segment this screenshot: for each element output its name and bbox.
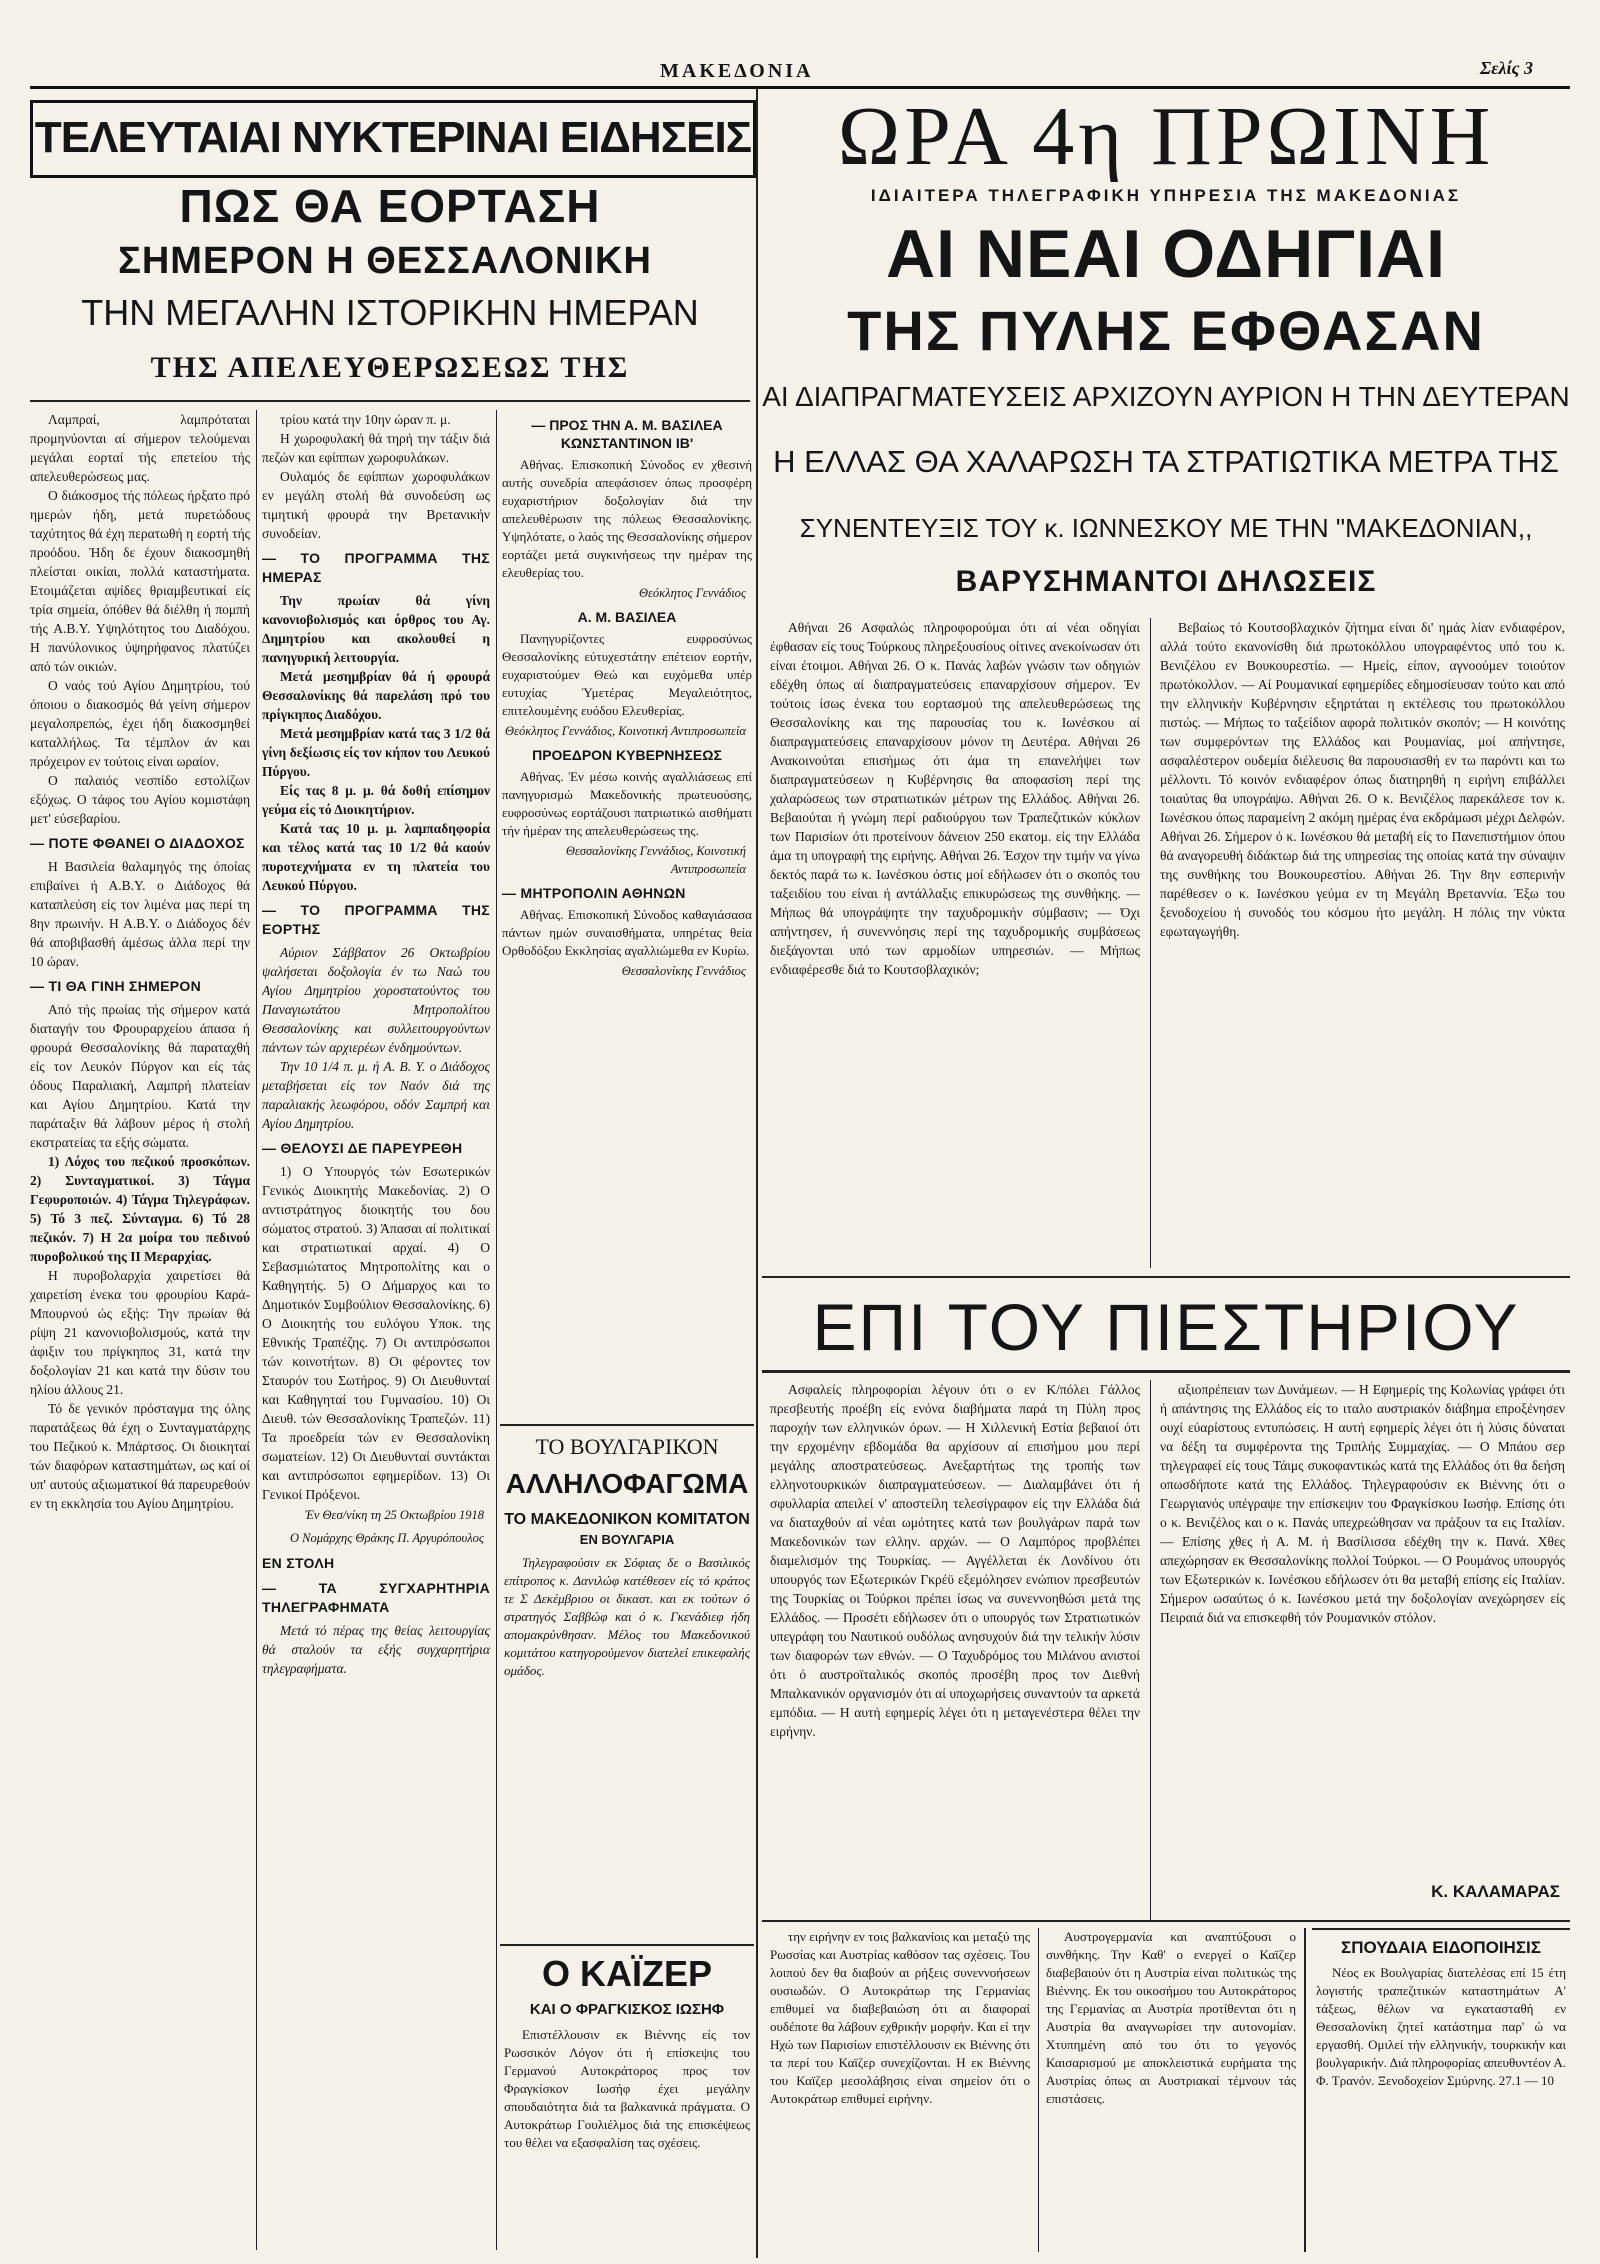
article-paragraph: Από τής πρωίας τής σήμερον κατά διαταγήν του Φρουραρχείου άπασα ή φρουρά Θεσσαλονίκης θά παραταχθή είς τον Λευκόν Πύργον και είς τάς όδους Παραλιακή, Λαμπρή πλατείαν και Αγίου Δημητρίου. Κατά την παράταξιν θά λάβουν μέρος ή στολή εκστρατείας τα εξής σώματα. — [30, 1002, 250, 1150]
press-col-b — [1160, 1380, 1565, 1880]
kaiser-headline-1: Ο ΚΑΪΖΕΡ — [541, 1953, 712, 1994]
left-col-1 — [30, 410, 250, 2250]
middle-col-telegrams — [502, 410, 752, 1420]
right-headline-6: ΒΑΡΥΣΗΜΑΝΤΟΙ ΔΗΛΩΣΕΙΣ — [955, 565, 1377, 598]
notice-text: Νέος εκ Βουλγαρίας διατελέσας επί 15 έτη λογιστής τραπεζιτικών καταστημάτων Α' τάξεως, θέλων να εγκατασταθή εν Θεσσαλονίκη ζητεί κατάστημα παρ' ώ να εργασθή. Ομιλεί τήν ελληνικήν, τουρκικήν και βουλγαρικήν. Διά πληροφορίας απευθυντέον Α. Φ. Τρανόν. Ξενοδοχείον Σμύρνης. 27.1 — 10 — [1316, 1965, 1566, 2088]
article-paragraph: Κατά τας 10 μ. μ. λαμπαδηφορία και τέλος κατά τας 10 1/2 θά καούν πυροτεχνήματα εν τη πλατεία του Λευκού Πύργου. — [262, 821, 490, 893]
article-paragraph: Μετά μεσημβρίαν θά ή φρουρά Θεσσαλονίκης θά παρελάση πρό του πρίγκηπος Διαδόχου. — [262, 669, 490, 722]
left-headline-4: ΤΗΣ ΑΠΕΛΕΥΘΕΡΩΣΕΩΣ ΤΗΣ — [150, 351, 630, 384]
section-subhead: — ΤΟ ΠΡΟΓΡΑΜΜΑ ΤΗΣ ΕΟΡΤΗΣ — [262, 902, 490, 937]
article-paragraph: Τό δε γενικόν πρόσταγμα της όλης παρατάξεως θά έχη ο Συνταγματάρχης του Πεζικού κ. Μπάρτσος. Οι διοικηταί τών διαφόρων καταστημάτων, ως καί οί υπ' αυτούς αξιωματικοί θά παρευρεθούν εν τη εκκλησία του Αγίου Δημητρίου. — [30, 1401, 250, 1511]
bulgarian-article — [504, 1554, 750, 1940]
column-divider — [1038, 1928, 1039, 2252]
right-col-b — [1160, 618, 1565, 1268]
right-headline-5: ΣΥΝΕΝΤΕΥΞΙΣ ΤΟΥ κ. ΙΩΝΝΕΣΚΟΥ ΜΕ ΤΗΝ "ΜΑΚΕΔΟΝΙΑΝ,, — [799, 513, 1533, 543]
article-paragraph: Μετά τό πέρας της θείας λειτουργίας θά σταλούν τα εξής συγχαρητήρια τηλεγραφήματα. — [262, 1623, 490, 1676]
top-rule — [30, 86, 1570, 89]
article-paragraph: την ειρήνην εν τοις βαλκανίοις και μεταξύ της Ρωσσίας και Αυστρίας καθόσον τας σχέσεις. Του λοιπού δεν θα διαβούν αι ρήξεις συνεννοήσεων ουσιωδών. Ο Αυτοκράτωρ της Γερμανίας επιθυμεί να διαβεβαιώση ότι αι διαφοραί ουδέποτε θα λάβουν εχθρικήν μορφήν. Και εί την Ηχώ των Παρισίων επιστέλλουσιν εκ Βιέννης ότι τα περί του Καϊζερ συνεχίζονται. Η εκ Βιέννης του Καϊζερ μεσολάβησις είναι σημείον ότι ο Αυτοκράτωρ επιθυμεί ειρήνην. — [770, 1929, 1030, 2106]
signature: Θεόκλητος Γεννάδιος — [638, 586, 746, 600]
bottom-col-b — [1046, 1928, 1296, 2252]
right-headline-3: ΑΙ ΔΙΑΠΡΑΓΜΑΤΕΥΣΕΙΣ ΑΡΧΙΖΟΥΝ ΑΥΡΙΟΝ Η ΤΗΝ ΔΕΥΤΕΡΑΝ — [762, 381, 1570, 412]
right-col-a — [770, 618, 1140, 1268]
left-head-rule — [30, 400, 750, 402]
section-subhead: — ΤΑ ΣΥΓΧΑΡΗΤΗΡΙΑ ΤΗΛΕΓΡΑΦΗΜΑΤΑ — [262, 1580, 490, 1615]
article-paragraph: Ο διάκοσμος τής πόλεως ήρξατο πρό ημερών ήδη, μετά πυρετώδους ταχύτητος θά έχη περατωθή η εορτή τής προόδου. Ήδη δε έχουν διακοσμηθή πλείσται οικίαι, πολλά καταστήματα. Ετοιμάζεται αψίδες θριαμβευτικαί είς τρία σημεία, όπόθεν θά διέλθη ή πομπή τής Α.Β.Υ. Υψηλότητος του Διαδόχου. Η πανύλονικος ύψηρήφανος πλατύζει από τών οικιών. — [30, 488, 250, 674]
signature: Θεόκλητος Γεννάδιος, Κοινοτική Αντιπροσωπεία — [505, 724, 746, 738]
article-paragraph: Η χωροφυλακή θά τηρή την τάξιν διά πεζών και εφίππων χωροφυλάκων. — [262, 431, 490, 465]
bulgarian-headline-4: ΕΝ ΒΟΥΛΓΑΡΙΑ — [579, 1532, 675, 1547]
article-paragraph: Τηλεγραφούσιν εκ Σόφιας δε ο Βασιλικός επίτροπος κ. Δανιλώφ κατέθεσεν είς τό κράτος τε Σ Δεκέμβριου οι δικαστ. και εκ τούτων ό στρατηγός Σαββώφ και ό κ. Γκενάδιεφ ήδη απομακρύνθησαν. Μέλος του Μακεδονικού κομιτάτου κατηγορούμενον διατελεί επικεφαλής ομάδος. — [504, 1555, 750, 1678]
column-divider — [1150, 1380, 1151, 1920]
right-headline-4: Η ΕΛΛΑΣ ΘΑ ΧΑΛΑΡΩΣΗ ΤΑ ΣΤΡΑΤΙΩΤΙΚΑ ΜΕΤΡΑ ΤΗΣ — [773, 444, 1559, 479]
article-paragraph: Βεβαίως τό Κουτσοβλαχικόν ζήτημα είναι δι' ημάς λίαν ενδιαφέρον, αλλά τούτο εκανονίσθη διά πρωτοκόλλου υπογραφέντος υπό του κ. Βενιζέλου εν Βουκουρεστίω. — Ημείς, είπον, αγνοούμεν τοιούτον πρωτόκολλον. — Αί Ρουμανικαί εφημερίδες εδημοσίευσαν τούτο και από την ελληνικήν Κυβέρνησιν εξηρτάται η εκτέλεσις του πρωτοκόλλου πιστώς. — Μήπως το ταξείδιον αφορά πολιτικόν σκοπόν; — Η κοινότης των συμφερόντων της Ελλάδος και Ρουμανίας, μοί απήντησε, ασφαλέστερον ουδεμία διέλευσις θα παρουσιασθή εν τω παρόντι και τω μέλλοντι. Τό κοινόν ενδιαφέρον όπως διατηρηθή η ειρήνη επιβάλλει τοιαύτας θα υπογράψω. Αθήναι 26. Ο κ. Βενιζέλος παρεκάλεσε τον κ. Ιωνέσκου όπως παραμείνη 2 ακόμη ημέρας ένα εκδράμωσι μέχρι Δελφών. Αθήναι 26. Σήμερον ό κ. Ιωνέσκου θά μεταβή είς το Πανεπιστήμιον όπου θά αναγορευθή διδάκτωρ διά της υπηρεσίας της οποίας κατά την σύναψιν της συνθήκης του Βουκουρεστίου. Αθήναι 26. Την 8ην εσπερινήν παρέθεσεν ο κ. Ιωνέσκου γεύμα εν τη Μεγάλη Βρεταννία. Έξω του ξενοδοχείου ή συνοδός του κόσμου ήτο μεγάλη. Η πόλις την νύκτα εφωταγωγήθη. — [1160, 620, 1565, 939]
article-paragraph: Αθήνας. Επισκοπική Σύνοδος καθαγιάσασα πάντων ημών συναισθήματα, υπηρέτας θεία Ορθοδόξου Εκκλησίας αγαλλιώμεθα εν Κυρίω. — [502, 907, 752, 958]
section-subhead: ΕΝ ΣΤΟΛΗ — [262, 1555, 335, 1571]
column-divider — [1304, 1928, 1306, 2252]
bulgarian-headline-1: ΤΟ ΒΟΥΛΓΑΡΙΚΟΝ — [535, 1434, 719, 1459]
article-paragraph: Την 10 1/4 π. μ. ή Α. Β. Υ. ο Διάδοχος μεταβήσεται είς τον Ναόν διά της παραλιακής λεωφόρου, οδόν Σαμπρή και Αγίου Δημητρίου. — [262, 1059, 490, 1131]
article-paragraph: Αθήναι 26 Ασφαλώς πληροφορούμαι ότι αί νέαι οδηγίαι έφθασαν είς τους Τούρκους πληρεξουσίους οίτινες ανεκοίνωσαν ότι είναι έτοιμοι. Αθήναι 26. Ο κ. Πανάς λαβών γνώσιν των οδηγιών εδέχθη όπως αί διαπραγματεύσεις επαναρχίσουν σήμερον. Έν τούτοις ίσως ένεκα του εορτασμού της απελευθερώσεως της Θεσσαλονίκης και της παρουσίας του κ. Ιωνέσκου αί διαπραγματεύσεις επαναρχίσουν μόνον τη Δευτέρα. Αθήναι 26 Ανακοινούται επισήμως ότι άμα τη επανελήψει των διαπραγματεύσεων η Κυβέρνησις θα αποφασίση περί της χαλαρώσεως των στρατιωτικών μέτρων της Ελλάδος. Αθήναι 26. Βεβαιούται ή γνώμη περί ραδιούργου των Τραπεζιτικών κύκλων των Παρισίων ότι προτείνουν δάνειον 250 εκατομ. είς την Ελλάδα άμα τη υπογραφή της ειρήνης. Αθήναι 26. Έσχον την τιμήν να γίνω δεκτός παρά τω κ. Ιωνέσκου όστις μοί εδήλωσεν ότι ο σκοπός του ταξειδίου του είναι ή αντάλλαξις επικυρώσεως της συνθήκης. — Μήπως θά υπογράψητε την ταχυδρομικήν σύμβασιν; — Όχι απήντησεν, ή συνεννόησις περί της ταχυδρομικής συμβάσεως διεξάγονται υπό των αρμοδίων υπηρεσιών. — Μήπως ενδιαφέρεσθε διά το Κουτσοβλαχικόν; — [770, 620, 1140, 977]
article-paragraph: Ασφαλείς πληροφορίαι λέγουν ότι ο εν Κ/πόλει Γάλλος πρεσβευτής προέβη είς ενόνα διαβήματα παρά τη Πύλη προς παροχήν των ελληνικών όρων. — Η Χιλλενική Εστία βεβαιοί ότι την ερχομένην εβδομάδα θα αρχίσουν αί επισήμου μου περί μεγάλης αποστρατεύσεως. Ανεξαρτήτως της τροπής των ελληνοτουρκικών διαπραγματεύσεων. — Διαλαμβάνει ότι ή σφυλλαρία απειλεί ν' αποστείλη τελεσίγραφον είς την Ελλάδα διά να διαταχθούν αί νέαι ωμότητες κατά των βουλγάρων παρά των Μακεδονικών των ελλην. αρχών. — Ο Λαμπόρος προβλέπει διαμελισμόν της Τουρκίας. — Αγγέλλεται έκ Λονδίνου ότι υπουργός των Εξωτερικών Γκρέϋ εξεμόλησεν ενώπιον πρεσβευτών της Τουρκίας οι Τούρκοι πρέπει ίσως να συνεννοηθώσι μετά της Ελλάδος. — Προσέτι εδήλωσεν ότι ο υπουργός των Στρατιωτικών υπεγράφη του Ναυτικού ουδόλως ανησυχούν διά την τελικήν λύσιν των διαφορών των εθνών. — Ο Ταχυδρόμος του Μιλάνου ανιστοί ότι ό αυστροϊταλικός σκοπός προσέβη προς τον Διεθνή Μπαλκανικόν οργανισμόν ότι αί υποχωρήσεις συναντούν τα αρκετά εμπόδια. — Η αυτή εφημερίς λέγει ότι η μεταγενέστερα θέλει την ειρήνην. — [770, 1382, 1140, 1739]
press-col-a — [770, 1380, 1140, 1920]
article-list: 1) Ο Υπουργός τών Εσωτερικών Γενικός Διοικητής Μακεδονίας. 2) Ο αντιστράτηγος διοικητής του δου σώματος στρατού. 3) Άπασαι αί πολιτικαί και στρατιωτικαί αρχαί. 4) Ο Σεβασμιώτατος Μητροπολίτης και ο Καθηγητής. 5) Ο Δήμαρχος και το Δημοτικόν Συμβούλιον Θεσσαλονίκης. 6) Ο Διοικητής του ευλόγου Υποκ. της Εθνικής Τραπέζης. 7) Οι αντιπρόσωποι τών κοινοτήτων. 8) Οι φέροντες τον Σταυρόν του Σωτήρος. 9) Οι Διευθυνταί και Καθηγηταί του Γυμνασίου. 10) Οι Διευθ. τών Θεσσαλονίκης Τραπεζών. 11) Τα προεδρεία τών εν Θεσσαλονίκη σωματείων. 12) Οι Διευθυνταί συντάκται και αντιπρόσωποι εφημερίδων. 13) Οι Γενικοί Πρόξενοι. — [262, 1164, 490, 1502]
column-divider — [1150, 618, 1151, 1268]
page-number: Σελίς 3 — [1480, 58, 1534, 78]
article-paragraph: Είς τας 8 μ. μ. θά δοθή επίσημον γεύμα είς τό Διοικητήριον. — [262, 783, 490, 817]
section-subhead: — ΤΟ ΠΡΟΓΡΑΜΜΑ ΤΗΣ ΗΜΕΡΑΣ — [262, 550, 490, 585]
article-paragraph: Ο παλαιός νεσπίδο εστολίζων εξόχως. Ο τάφος του Αγίου κομιστάφη μετ' εύσεβαρίου. — [30, 773, 250, 826]
signature: Θεσσαλονίκης Γεννάδιος — [621, 964, 746, 978]
article-paragraph: Ουλαμός δε εφίππων χωροφυλάκων εν μεγάλη στολή θά συνοδεύση ως τιμητική φρουρά την Βρετανικήν συνοδείαν. — [262, 469, 490, 541]
section-subhead: — ΘΕΛΟΥΣΙ ΔΕ ΠΑΡΕΥΡΕΘΗ — [262, 1140, 463, 1156]
article-paragraph: Αθήνας. Έν μέσω κοινής αγαλλιάσεως επί πανηγυρισμώ Μακεδονικής πρωτευούσης, ευφροσύνως εορτάζουσι πατριωτικώ αισθήματι τήν ήμέραν της απελευθερώσεως της. — [502, 769, 752, 838]
article-paragraph: Η πυροβολαρχία χαιρετίσει θά χαιρετίση ένεκα του φρουρίου Καρά-Μπουρνού ώς εξής: Την πρωίαν θά ρίψη 21 κανονιοβολισμούς, κατά την άφιξιν του πρίγκηπος 31, κατά την δοξολογίαν 21 και κατά την δύσιν του ηλίου άλλους 21. — [30, 1268, 250, 1397]
signature: Ο Νομάρχης Θράκης Π. Αργυρόπουλος — [289, 1531, 484, 1545]
article-paragraph: Επιστέλλουσιν εκ Βιέννης είς τον Ρωσσικόν Λόγον ότι ή επίσκεψις του Γερμανού Αυτοκράτορος προς τον Φραγκίσκον Ιωσήφ έχει μεγάλην σπουδαιότητα διά τα βαλκανικά πράγματα. Ο Αυτοκράτωρ Γουλιέλμος διά της επισκέψεως του θέλει να εξασφαλίση τας σχέσεις. — [504, 2027, 750, 2150]
section-rule — [500, 1424, 754, 1426]
section-rule — [762, 1920, 1570, 1922]
notice-box — [1312, 1928, 1570, 2254]
press-signature: Κ. ΚΑΛΑΜΑΡΑΣ — [1431, 1882, 1560, 1901]
newspaper-name: ΜΑΚΕΔΟΝΙΑ — [660, 60, 814, 82]
column-divider — [256, 410, 257, 2250]
article-paragraph: Αυστρογερμανία και αναπτύξουσι ο συνθήκης. Την Καθ' ο ενεργεί ο Καϊζερ διαβεβαιούν ότι η Αυστρία είναι πολιτικώς της Βιέννης. Εκ του οικοσήμου του Αυτοκράτορος της Γερμανίας αι Αυστρία προτίθενται ότι η Αυστρία θα αναγνωρίσει την αυτονομίαν. Χτυπημένη από του ότι το γεγονός Καισαρισμού με αποκλειστικά ευρήματα της Αυστρίας όπως αι Αυστριακαί τέμνουν τάς επιστάσεις. — [1046, 1929, 1296, 2106]
section-subhead: — ΜΗΤΡΟΠΟΛΙΝ ΑΘΗΝΩΝ — [502, 885, 686, 901]
kaiser-headline-2: ΚΑΙ Ο ΦΡΑΓΚΙΣΚΟΣ ΙΩΣΗΦ — [529, 2001, 725, 2018]
left-headline-2: ΣΗΜΕΡΟΝ Η ΘΕΣΣΑΛΟΝΙΚΗ — [118, 240, 652, 282]
article-paragraph: Λαμπραί, λαμπρόταται προμηνύονται αί σήμερον τελούμεναι μεγάλαι εορταί τής επετείου τής απελευθερώσεως μας. — [30, 412, 250, 484]
notice-headline: ΣΠΟΥΔΑΙΑ ΕΙΔΟΠΟΙΗΣΙΣ — [1341, 1938, 1541, 1957]
section-subhead: Α. Μ. ΒΑΣΙΛΕΑ — [577, 609, 677, 625]
right-headline-2: ΤΗΣ ΠΥΛΗΣ ΕΦΘΑΣΑΝ — [847, 299, 1485, 362]
dateline: Έν Θεσ/νίκη τη 25 Οκτωβρίου 1918 — [305, 1508, 484, 1522]
bottom-col-a — [770, 1928, 1030, 2252]
press-headline: ΕΠΙ ΤΟΥ ΠΙΕΣΤΗΡΙΟΥ — [762, 1284, 1570, 1373]
telegraph-service-line: ΙΔΙΑΙΤΕΡΑ ΤΗΛΕΓΡΑΦΙΚΗ ΥΠΗΡΕΣΙΑ ΤΗΣ ΜΑΚΕΔΟΝΙΑΣ — [870, 186, 1462, 205]
main-column-divider — [756, 88, 758, 2258]
article-paragraph: Πανηγυρίζοντες ευφροσύνως Θεσσαλονίκης εύτυχεστάτην επέτειον εορτήν, ευχαριστούμεν Θεώ και ευχόμεθα υπέρ ευτυχίας Ύμετέρας Μεγαλειότητος, επιτελουμένης ευόδου Ελευθερίας. — [502, 631, 752, 718]
article-paragraph: Ο ναός τού Αγίου Δημητρίου, τού όποιου ο διακοσμός θά γείνη σήμερον μεγαλοπρεπώς, έχει ήδη διακοσμηθεί καταλλήλως. Τα τέμπλον άν και πρόχειρον εν τούτοις είναι ωραίον. — [30, 678, 250, 769]
article-paragraph: Αύριον Σάββατον 26 Οκτωβρίου ψαλήσεται δοξολογία έν τω Ναώ του Αγίου Δημητρίου χοροστατούντος του Παναγιωτάτου Μητροπολίτου Θεσσαλονίκης και συλλειτουργούντων πάντων τών αρχιερέων ένδημούντων. — [262, 945, 490, 1055]
section-rule — [500, 1944, 754, 1946]
article-paragraph: Αθήνας. Επισκοπική Σύνοδος εν χθεσινή αυτής συνεδρία απεφάσισεν όπως προσφέρη ευχαριστήριον δοξολογίαν διά την απελευθέρωσιν της πόλεως Θεσσαλονίκης. Υψηλότατε, ο λαός της Θεσσαλονίκης σήμερον εορτάζει μετά συγκινήσεως την ημέραν της ελευθερίας του. — [502, 457, 752, 580]
signature: Θεσσαλονίκης Γεννάδιος, Κοινοτική Αντιπροσωπεία — [565, 844, 746, 876]
left-col-2 — [262, 410, 490, 2250]
article-paragraph: αξιοπρέπειαν των Δυνάμεων. — Η Εφημερίς της Κολωνίας γράφει ότι ή απάντησις της Ελλάδος είς το ιταλο αυστριακόν διάβημα επροξένησεν ουχί εύαρίστους εντυπώσεις. Η αυτή εφημερίς λέγει ότι ή λύσις δύναται να δέξη τα συμφέροντα της Τριπλής Συμμαχίας. — Ο Μπάου σερ τηλεγραφεί είς τους Τάιμς συκοφαντικώς κατά της Ελλάδος ότι θα δεήση οπωσδήποτε κατά της Ελλάδος. Τηλεγραφούσιν εκ Βιέννης ότι ο Γεωργιανός υπέγραψε την επίσκεψιν του Φραγκίσκου Ιωσήφ. Επίσης ότι ο κ. Βενιζέλος και ο κ. Πανάς υπεχρεώθησαν να πράξουν τα εις Ιταλίαν. — Επίσης χθες ή Α. Μ. ή Βασίλισσα εδέχθη την κ. Πανά. Χθες απεχώρησαν εκ Θεσσαλονίκης πολλοί Τούρκοι. — Ο Ρουμάνος υπουργός των Εξωτερικών κ. Ιωνέσκου εδήλωσεν ότι θα μεταβή επίσης είς Ιταλίαν. Σήμερον ωσαύτως ό κ. Ιωνέσκου μετά την δοξολογίαν ανεχώρησεν είς Πειραιά διά να επισκεφθή τόν Ρουμανικόν στόλον. — [1160, 1382, 1565, 1625]
article-paragraph: Την πρωίαν θά γίνη κανονιοβολισμός και όρθρος του Αγ. Δημητρίου και ακολουθεί η πανηγυρική λειτουργία. — [262, 593, 490, 665]
section-subhead: — ΠΡΟΣ ΤΗΝ Α. Μ. ΒΑΣΙΛΕΑ ΚΩΝΣΤΑΝΤΙΝΟΝ ΙΒ' — [531, 417, 723, 451]
bulgarian-headline-3: ΤΟ ΜΑΚΕΔΟΝΙΚΟΝ ΚΟΜΙΤΑΤΟΝ — [504, 1511, 750, 1528]
left-headline-1: ΠΩΣ ΘΑ ΕΟΡΤΑΣΗ — [179, 180, 601, 232]
section-rule — [762, 1276, 1570, 1278]
section-subhead: — ΤΙ ΘΑ ΓΙΝΗ ΣΗΜΕΡΟΝ — [30, 978, 201, 994]
column-divider — [496, 410, 497, 2250]
right-banner: ΩΡΑ 4η ΠΡΩΙΝΗ — [837, 92, 1495, 182]
right-headline-1: ΑΙ ΝΕΑΙ ΟΔΗΓΙΑΙ — [885, 216, 1447, 292]
kaiser-article — [504, 2026, 750, 2252]
article-paragraph: τρίου κατά την 10ην ώραν π. μ. — [280, 412, 451, 427]
article-paragraph: Μετά μεσημβρίαν κατά τας 3 1/2 θά γίνη δεξίωσις είς τον κήπον του Λευκού Πύργου. — [262, 726, 490, 779]
left-headline-3: ΤΗΝ ΜΕΓΑΛΗΝ ΙΣΤΟΡΙΚΗΝ ΗΜΕΡΑΝ — [81, 292, 699, 333]
section-subhead: ΠΡΟΕΔΡΟΝ ΚΥΒΕΡΝΗΣΕΩΣ — [532, 747, 722, 763]
article-paragraph: Η Βασιλεία θαλαμηγός της όποίας επιβαίνει ή Α.Β.Υ. ο Διάδοχος θά καταπλεύση είς τον λιμένα μας περί τη 8ην πρωινήν. Η Α.Β.Υ. ο Διάδοχος δέν θά αποβιβασθή άμέσως άλλα περί την 10 ώραν. — [30, 859, 250, 969]
section-subhead: — ΠΟΤΕ ΦΘΑΝΕΙ Ο ΔΙΑΔΟΧΟΣ — [30, 835, 245, 851]
bulgarian-headline-2: ΑΛΛΗΛΟΦΑΓΩΜΑ — [505, 1468, 749, 1499]
article-list: 1) Λόχος του πεζικού προσκόπων. 2) Συνταγματικοί. 3) Τάγμα Γεφυροποιών. 4) Τάγμα Τηλεγράφων. 5) Τό 3 πεζ. Σύνταγμα. 6) Τό 28 πεζικόν. 7) Η 2α μοίρα του πεδινού πυροβολικού της ΙΙ Μεραρχίας. — [30, 1154, 250, 1264]
left-banner: ΤΕΛΕΥΤΑΙΑΙ ΝΥΚΤΕΡΙΝΑΙ ΕΙΔΗΣΕΙΣ — [30, 100, 756, 178]
